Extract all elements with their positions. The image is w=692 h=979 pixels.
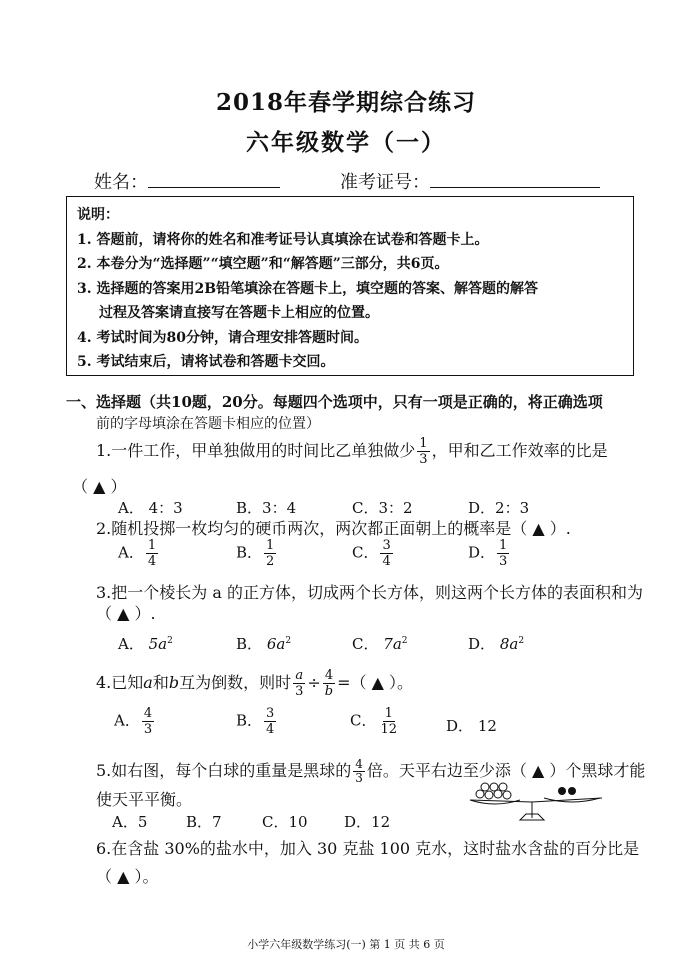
q1-option-c: C．3：2 bbox=[352, 499, 413, 517]
q3-option-c: C． $7a^2$ bbox=[352, 635, 408, 653]
q3-option-b: B． $6a^2$ bbox=[236, 635, 292, 653]
instruction-item: 3. 选择题的答案用2B铅笔填涂在答题卡上，填空题的答案、解答题的解答 bbox=[77, 280, 539, 297]
q3-option-d: D． $8a^2$ bbox=[468, 635, 525, 653]
exam-subtitle: 六年级数学（一） bbox=[246, 129, 446, 156]
section-heading-cont: 前的字母填涂在答题卡相应的位置） bbox=[96, 416, 320, 432]
question-6: 6.在含盐 30%的盐水中，加入 30 克盐 100 克水，这时盐水含盐的百分比是 bbox=[96, 839, 640, 858]
q5-option-d: D．12 bbox=[344, 813, 391, 831]
q4-option-d: D． 12 bbox=[446, 717, 497, 735]
question-1-cont: （ ▲ ） bbox=[72, 477, 127, 496]
id-underline bbox=[430, 169, 600, 188]
name-field bbox=[94, 168, 280, 194]
q5-option-b: B．7 bbox=[186, 813, 222, 831]
id-field bbox=[340, 168, 600, 194]
instruction-item: 4. 考试时间为80分钟，请合理安排答题时间。 bbox=[77, 329, 368, 346]
q1-option-d: D．2：3 bbox=[468, 499, 530, 517]
id-label: 准考证号： bbox=[340, 172, 430, 193]
instructions-box bbox=[66, 196, 634, 376]
question-3-cont: （ ▲ ）. bbox=[96, 604, 156, 623]
q1-option-b: B．3：4 bbox=[236, 499, 297, 517]
q5-option-c: C．10 bbox=[262, 813, 308, 831]
question-5-cont: 使天平平衡。 bbox=[96, 790, 193, 809]
question-4: 4.已知a和b互为倒数，则时 $\frac{a}{3}$ ÷ $\frac{4}{b}$ =（ ▲ ）。 bbox=[96, 668, 414, 699]
name-label: 姓名： bbox=[94, 172, 148, 193]
name-underline bbox=[148, 169, 280, 188]
question-2: 2.随机投掷一枚均匀的硬币两次，两次都正面朝上的概率是（ ▲ ）. bbox=[96, 519, 571, 538]
instruction-item: 1. 答题前，请将你的姓名和准考证号认真填涂在试卷和答题卡上。 bbox=[77, 231, 489, 248]
question-3: 3.把一个棱长为 a 的正方体，切成两个长方体，则这两个长方体的表面积和为 bbox=[96, 583, 643, 602]
instruction-item: 2. 本卷分为“选择题”“填空题”和“解答题”三部分，共6页。 bbox=[77, 256, 449, 272]
instruction-item: 过程及答案请直接写在答题卡上相应的位置。 bbox=[99, 305, 379, 321]
question-5: 5.如右图，每个白球的重量是黑球的 $\frac{4}{3}$ 倍。天平右边至少添（ ▲ ）个黑球才能 bbox=[96, 757, 646, 785]
question-1: 1.一件工作，甲单独做用的时间比乙单独做少 $\frac{1}{3}$ ，甲和乙工作效率的比是 bbox=[96, 436, 608, 467]
q4-option-b: B． $\frac{3}{4}$ bbox=[236, 706, 275, 737]
fraction: $\frac{4}{b}$ bbox=[324, 668, 334, 699]
fraction: $\frac{1}{3}$ bbox=[419, 436, 428, 467]
exam-title: 2018年春学期综合练习 bbox=[215, 89, 476, 116]
fraction: $\frac{a}{3}$ bbox=[295, 668, 304, 699]
instructions-heading: 说明： bbox=[77, 207, 119, 223]
q2-option-d: D． $\frac{1}{3}$ bbox=[468, 538, 508, 569]
q2-option-a: A． $\frac{1}{4}$ bbox=[118, 538, 157, 569]
page-footer: 小学六年级数学练习(一) 第 1 页 共 6 页 bbox=[247, 938, 445, 951]
q2-option-c: C． $\frac{3}{4}$ bbox=[352, 538, 391, 569]
q1-option-a: A． 4：3 bbox=[118, 499, 183, 517]
fraction: $\frac{4}{3}$ bbox=[355, 757, 363, 785]
section-heading: 一、选择题（共10题，20分。每题四个选项中，只有一项是正确的，将正确选项 bbox=[66, 393, 603, 411]
q2-option-b: B． $\frac{1}{2}$ bbox=[236, 538, 275, 569]
q5-option-a: A．5 bbox=[112, 813, 148, 831]
balance-scale-figure bbox=[462, 778, 612, 828]
q3-option-a: A． $5a^2$ bbox=[118, 635, 173, 653]
question-6-cont: （ ▲ ）。 bbox=[96, 867, 159, 886]
q4-option-a: A． $\frac{4}{3}$ bbox=[114, 706, 153, 737]
q4-option-c: C． $\frac{1}{12}$ bbox=[350, 706, 398, 737]
instruction-item: 5. 考试结束后，请将试卷和答题卡交回。 bbox=[77, 354, 335, 370]
